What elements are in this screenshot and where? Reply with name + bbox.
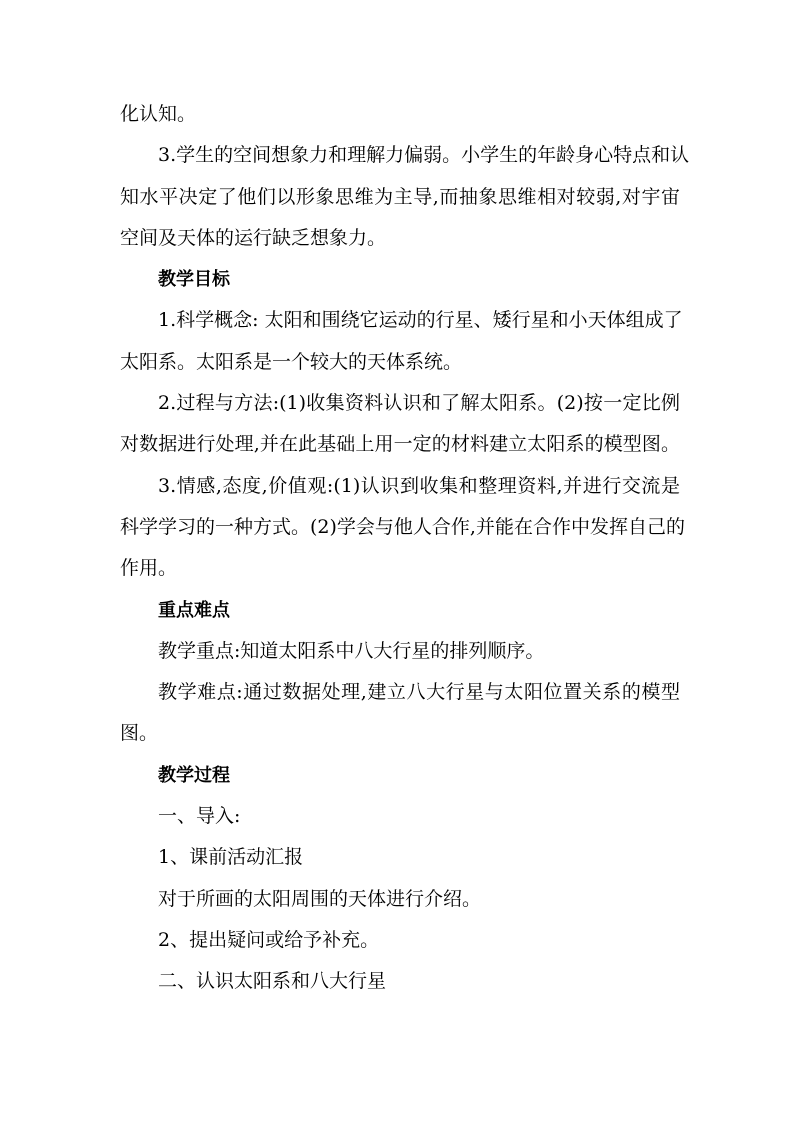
- line-text: 3.情感,态度,价值观:(1)认识到收集和整理资料,并进行交流是: [158, 474, 680, 497]
- paragraph-line: 空间及天体的运行缺乏想象力。: [120, 226, 387, 249]
- paragraph-line: [120, 466, 680, 507]
- paragraph-line: [120, 424, 680, 465]
- line-text: 教学难点:通过数据处理,建立八大行星与太阳位置关系的模型: [158, 681, 680, 704]
- line-text: 科学学习的一种方式。(2)学会与他人合作,并能在合作中发挥自己的: [120, 515, 685, 538]
- paragraph-line: 1、课前活动汇报: [158, 846, 304, 869]
- paragraph-line: 太阳系。太阳系是一个较大的天体系统。: [120, 350, 463, 373]
- document-body: [120, 94, 690, 1003]
- paragraph-line: 图。: [120, 722, 159, 745]
- paragraph-line: [120, 300, 683, 341]
- line-text: 对数据进行处理,并在此基础上用一定的材料建立太阳系的模型图。: [120, 433, 680, 456]
- paragraph-line: 化认知。: [120, 103, 197, 125]
- line-text: 3.学生的空间想象力和理解力偏弱。小学生的年龄身心特点和认: [158, 144, 690, 167]
- paragraph-line: 二、认识太阳系和八大行星: [158, 970, 387, 993]
- paragraph-line: [120, 177, 680, 218]
- paragraph-line: 作用。: [120, 557, 178, 580]
- section-heading-key-points: 重点难点: [158, 599, 230, 621]
- paragraph-line: 对于所画的太阳周围的天体进行介绍。: [158, 887, 482, 910]
- line-text: 知水平决定了他们以形象思维为主导,而抽象思维相对较弱,对宇宙: [120, 185, 680, 208]
- section-heading-process: 教学过程: [158, 764, 230, 786]
- line-text: 1.科学概念: 太阳和围绕它运动的行星、矮行星和小天体组成了: [158, 309, 683, 332]
- section-heading-objectives: 教学目标: [158, 269, 230, 291]
- line-text: 2.过程与方法:(1)收集资料认识和了解太阳系。(2)按一定比例: [158, 392, 680, 415]
- paragraph-line: 一、导入:: [158, 805, 241, 828]
- paragraph-line: [120, 383, 680, 424]
- paragraph-line: [120, 507, 685, 548]
- paragraph-line: 教学重点:知道太阳系中八大行星的排列顺序。: [158, 639, 545, 662]
- paragraph-line: 2、提出疑问或给予补充。: [158, 928, 380, 951]
- paragraph-line: [120, 135, 690, 176]
- paragraph-line: [120, 672, 680, 713]
